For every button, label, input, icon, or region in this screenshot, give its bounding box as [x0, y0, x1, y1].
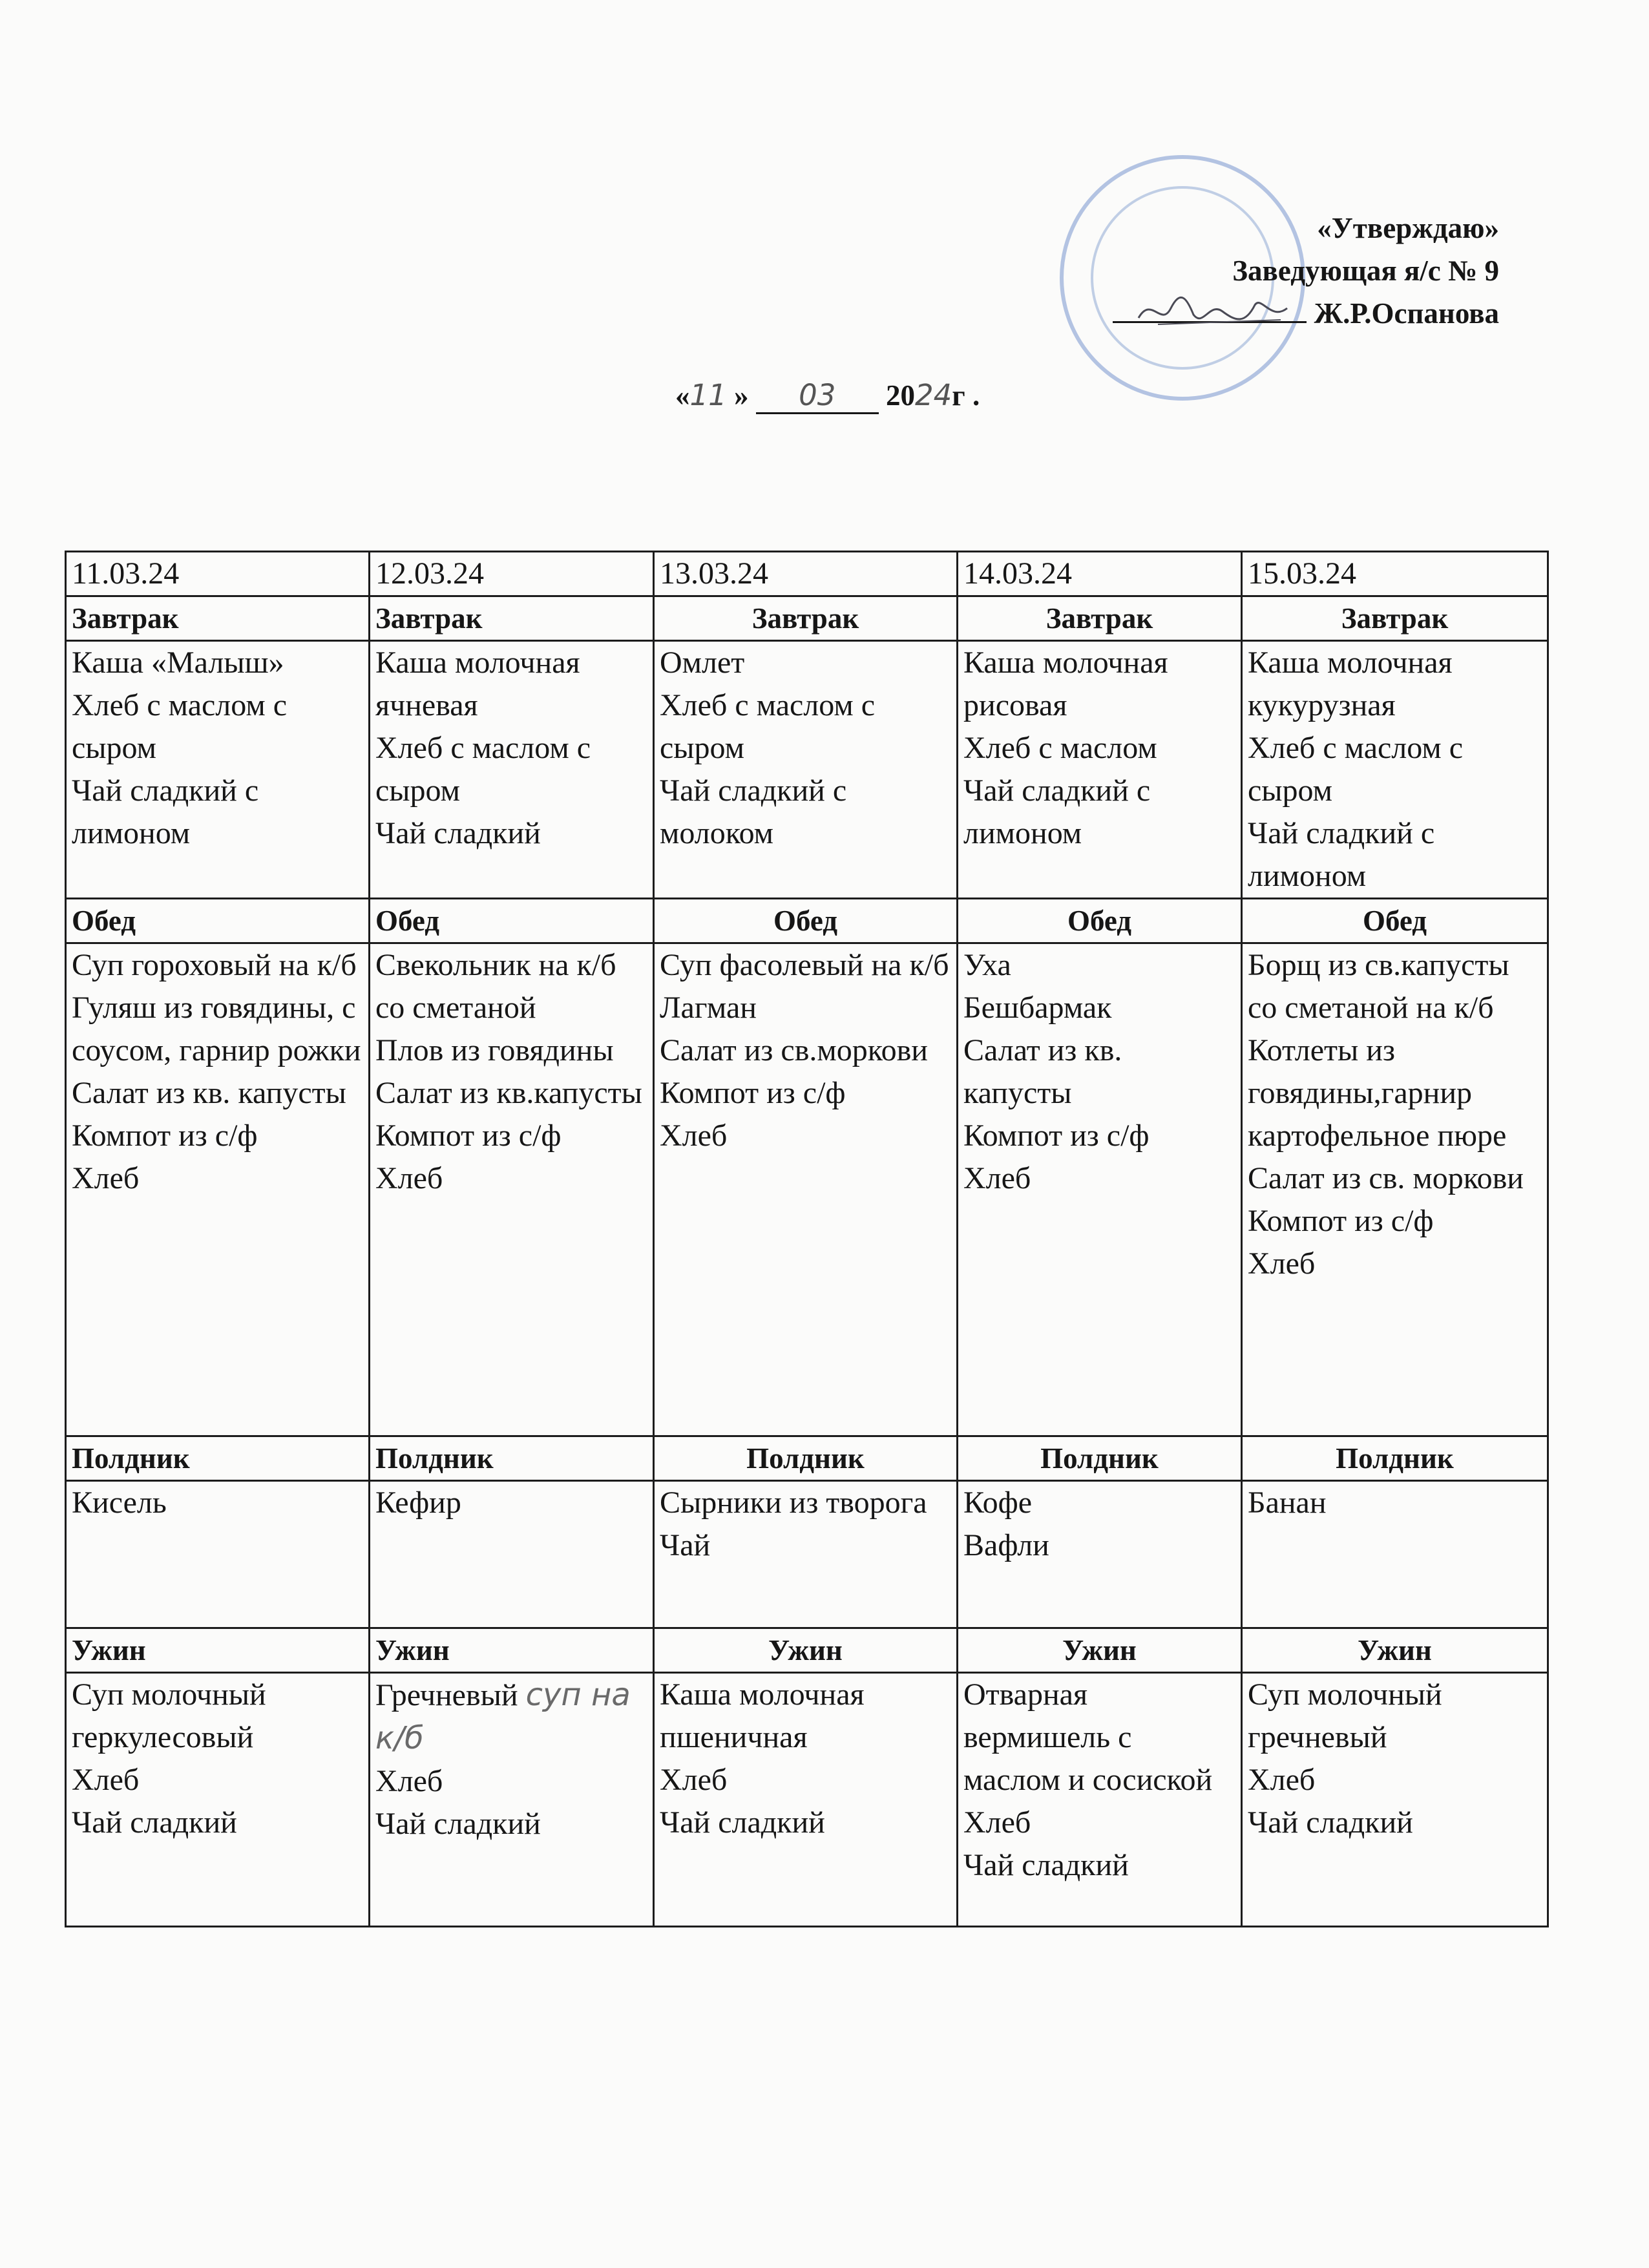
meal-label: Ужин — [1242, 1628, 1548, 1673]
approval-signature-line — [1113, 292, 1499, 335]
meal-label: Завтрак — [654, 596, 958, 641]
handwritten-note: суп на к/б — [375, 1677, 631, 1756]
approval-position: Заведующая я/с № 9 — [1232, 255, 1499, 287]
date-cell: 14.03.24 — [958, 552, 1242, 596]
meal-label: Обед — [654, 899, 958, 943]
date-month: 03 — [756, 378, 879, 414]
dish-item: Чай сладкий с лимоном — [1248, 816, 1435, 893]
dish-item: Чай сладкий — [375, 816, 541, 850]
dish-cell — [958, 641, 1242, 899]
date-cell: 15.03.24 — [1242, 552, 1548, 596]
menu-table-body — [66, 552, 1548, 1927]
dish-item: Салат из св.моркови — [660, 1033, 928, 1067]
meal-dishes-row — [66, 1673, 1548, 1927]
dish-item: Банан — [1248, 1486, 1327, 1520]
dish-item: Хлеб — [963, 1161, 1031, 1195]
dish-item: Чай сладкий с молоком — [660, 773, 847, 850]
dish-item: Суп молочный гречневый — [1248, 1677, 1442, 1754]
meal-label: Полдник — [66, 1436, 370, 1481]
dish-item: Суп фасолевый на к/б — [660, 948, 949, 982]
dish-cell — [66, 1481, 370, 1628]
dish-item: Кисель — [72, 1486, 167, 1520]
dish-item: Хлеб — [375, 1161, 443, 1195]
dish-item: Компот из с/ф — [72, 1118, 258, 1153]
dish-cell — [654, 1673, 958, 1927]
dish-item: Чай сладкий — [375, 1807, 541, 1841]
date-day: 11 — [689, 378, 727, 412]
dish-item: Омлет — [660, 646, 745, 680]
dish-item: Суп гороховый на к/б — [72, 948, 357, 982]
dish-cell — [958, 1673, 1242, 1927]
dish-item: Салат из кв.капусты — [375, 1076, 642, 1110]
dish-item: Компот из с/ф — [375, 1118, 562, 1153]
date-open-quote: « — [675, 379, 690, 412]
dish-cell — [654, 641, 958, 899]
dish-item: Вафли — [963, 1528, 1049, 1562]
meal-label: Полдник — [958, 1436, 1242, 1481]
dish-item: Компот из с/ф — [963, 1118, 1150, 1153]
dish-item: Салат из кв. капусты — [963, 1033, 1122, 1110]
date-cell: 13.03.24 — [654, 552, 958, 596]
dish-item: Отварная вермишель с маслом и сосиской — [963, 1677, 1213, 1797]
meal-dishes-row — [66, 943, 1548, 1436]
meal-label: Ужин — [66, 1628, 370, 1673]
meal-label: Ужин — [654, 1628, 958, 1673]
dish-item: Сырники из творога — [660, 1486, 927, 1520]
signature-line — [1113, 295, 1307, 323]
dish-item: Уха — [963, 948, 1011, 982]
dish-cell — [654, 943, 958, 1436]
dish-item: Плов из говядины — [375, 1033, 614, 1067]
dish-item: Каша «Малыш» — [72, 646, 284, 680]
dish-item: Хлеб — [963, 1805, 1031, 1840]
meal-dishes-row — [66, 641, 1548, 899]
dish-item: Хлеб — [72, 1161, 140, 1195]
meal-label: Обед — [370, 899, 654, 943]
meal-header-row — [66, 1436, 1548, 1481]
meal-header-row — [66, 899, 1548, 943]
meal-label: Полдник — [1242, 1436, 1548, 1481]
meal-label: Обед — [66, 899, 370, 943]
dish-item: Чай сладкий — [963, 1848, 1129, 1882]
dish-item: Каша молочная пшеничная — [660, 1677, 865, 1754]
meal-label: Обед — [958, 899, 1242, 943]
dish-cell — [958, 1481, 1242, 1628]
dish-item: Свекольник на к/б со сметаной — [375, 948, 616, 1025]
dish-cell — [370, 641, 654, 899]
dish-item: Хлеб с маслом — [963, 731, 1157, 765]
date-cell: 11.03.24 — [66, 552, 370, 596]
dish-cell — [370, 1673, 654, 1927]
dish-item: Лагман — [660, 991, 757, 1025]
dish-item: Гречневый — [375, 1678, 518, 1712]
date-cell: 12.03.24 — [370, 552, 654, 596]
dish-item: Чай сладкий — [660, 1805, 825, 1840]
dish-cell — [66, 1673, 370, 1927]
dish-item: Хлеб с маслом с сыром — [72, 688, 288, 765]
date-year-suffix: 24 — [915, 378, 952, 412]
dish-cell — [1242, 641, 1548, 899]
approval-date — [675, 378, 980, 414]
approval-title: «Утверждаю» — [1317, 212, 1499, 244]
dish-item: Каша молочная кукурузная — [1248, 646, 1453, 722]
dish-item: Гуляш из говядины, с соусом, гарнир рожки — [72, 991, 361, 1067]
dish-item: Компот из с/ф — [660, 1076, 846, 1110]
meal-header-row — [66, 1628, 1548, 1673]
meal-label: Завтрак — [370, 596, 654, 641]
date-year-prefix: 20 — [886, 379, 916, 412]
meal-label: Завтрак — [1242, 596, 1548, 641]
menu-table — [65, 551, 1549, 1927]
meal-header-row — [66, 596, 1548, 641]
meal-label: Завтрак — [66, 596, 370, 641]
dish-item: Чай сладкий — [72, 1805, 237, 1840]
dish-item: Суп молочный геркулесовый — [72, 1677, 266, 1754]
dish-item: Хлеб с маслом с сыром — [660, 688, 876, 765]
dish-item: Чай — [660, 1528, 711, 1562]
dish-cell — [66, 641, 370, 899]
dish-item: Хлеб с маслом с сыром — [1248, 731, 1464, 808]
dish-cell — [654, 1481, 958, 1628]
dish-item: Кефир — [375, 1486, 461, 1520]
dish-item: Каша молочная рисовая — [963, 646, 1168, 722]
approval-signatory: Ж.Р.Оспанова — [1314, 297, 1499, 330]
dish-item: Бешбармак — [963, 991, 1112, 1025]
dish-item: Салат из св. моркови — [1248, 1161, 1524, 1195]
dish-item: Хлеб — [1248, 1246, 1316, 1281]
dish-cell — [1242, 1673, 1548, 1927]
dish-item: Котлеты из говядины,гарнир картофельное пюре — [1248, 1033, 1507, 1153]
dish-item: Хлеб — [1248, 1763, 1316, 1797]
dish-item: Салат из кв. капусты — [72, 1076, 346, 1110]
dish-cell — [958, 943, 1242, 1436]
dish-item: Чай сладкий с лимоном — [72, 773, 259, 850]
meal-label: Ужин — [958, 1628, 1242, 1673]
dish-item: Компот из с/ф — [1248, 1204, 1434, 1238]
meal-dishes-row — [66, 1481, 1548, 1628]
date-mid-quote: » — [734, 379, 749, 412]
dish-item: Борщ из св.капусты со сметаной на к/б — [1248, 948, 1509, 1025]
dish-cell — [370, 1481, 654, 1628]
dish-item: Каша молочная ячневая — [375, 646, 580, 722]
dish-item: Чай сладкий с лимоном — [963, 773, 1151, 850]
dish-item: Хлеб — [660, 1763, 728, 1797]
dish-cell — [1242, 1481, 1548, 1628]
meal-label: Полдник — [370, 1436, 654, 1481]
approval-block — [1113, 207, 1499, 335]
dish-item: Хлеб — [660, 1118, 728, 1153]
meal-label: Завтрак — [958, 596, 1242, 641]
meal-label: Обед — [1242, 899, 1548, 943]
meal-label: Ужин — [370, 1628, 654, 1673]
dish-item: Кофе — [963, 1486, 1033, 1520]
meal-label: Полдник — [654, 1436, 958, 1481]
dish-cell — [66, 943, 370, 1436]
handwritten-signature — [1132, 289, 1294, 334]
dish-item: Хлеб — [375, 1764, 443, 1798]
dish-item: Хлеб с маслом с сыром — [375, 731, 591, 808]
dish-cell — [1242, 943, 1548, 1436]
date-row — [66, 552, 1548, 596]
dish-item: Чай сладкий — [1248, 1805, 1413, 1840]
date-year-end: г . — [952, 379, 980, 412]
dish-item: Хлеб — [72, 1763, 140, 1797]
dish-cell — [370, 943, 654, 1436]
